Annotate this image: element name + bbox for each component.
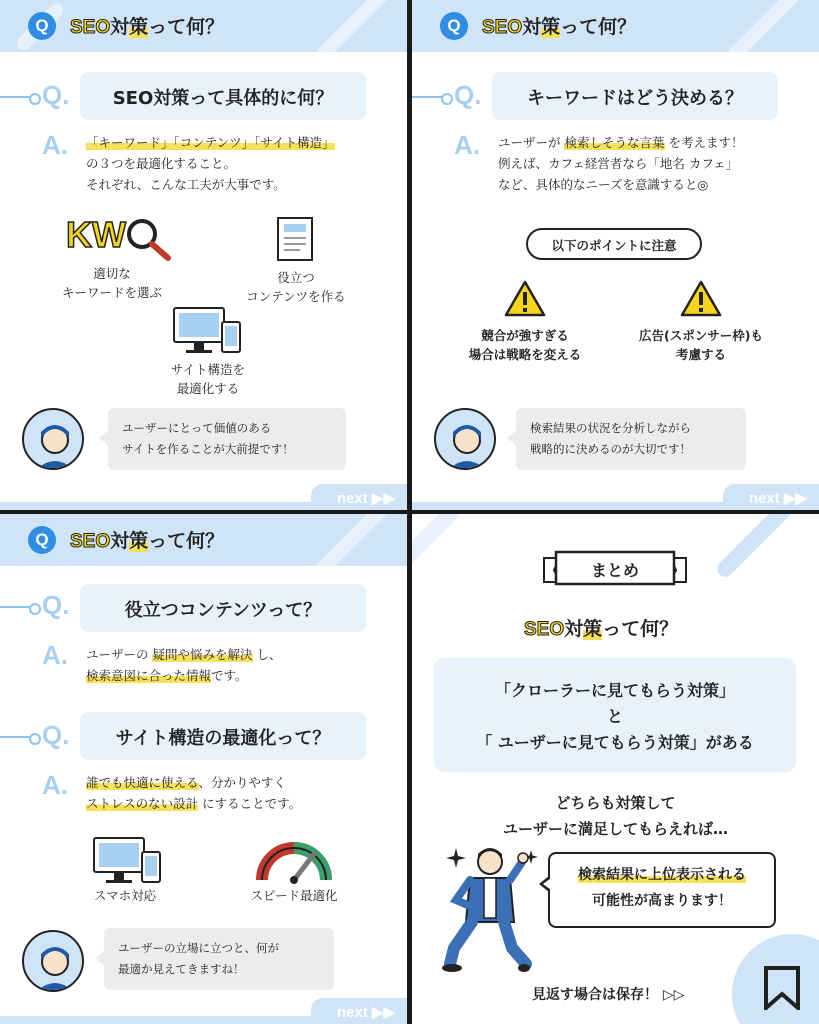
answer-text: ユーザーが 検索しそうな言葉 を考えます！ 例えば、カフェ経営者なら「地名 カフェ」 など、具体的なニーズを意識すると◎ [498,135,744,192]
avatar [22,930,84,992]
speech-bubble: 検索結果の状況を分析しながら 戦略的に決めるのが大切です！ [516,408,746,470]
document-icon [276,216,316,264]
warning-icon [680,280,722,318]
a-mark: A. [42,640,68,670]
save-text: 見返す場合は保存！ ▷▷ [532,987,685,1003]
person-illustration [442,844,532,974]
question-box: 役立つコンテンツって？ [80,584,366,632]
desktop-icon [172,306,244,356]
summary-title: SEO対策って何？ [524,618,679,640]
desktop-icon [92,836,164,886]
keyword-icon: KW [66,214,176,264]
speedometer-icon [256,840,332,884]
label-warning-ads: 広告(スポンサー枠)も 考慮する [639,328,763,362]
note-pill: 以下のポイントに注意 [526,228,702,260]
summary-box: 「クローラーに見てもらう対策」 と 「 ユーザーに見てもらう対策」がある [434,658,796,772]
q-logo-icon: Q [440,12,468,40]
q-logo-icon: Q [28,526,56,554]
answer-text: ユーザーの 疑問や悩みを解決 し、 検索意図に合った情報です。 [86,647,282,683]
q-mark: Q. [42,80,70,110]
next-button[interactable]: next ▶▶ [0,998,407,1024]
q-mark: Q. [454,80,482,110]
next-button[interactable]: next ▶▶ [0,484,407,510]
bookmark-icon[interactable] [762,966,802,1010]
label-mobile: スマホ対応 [93,888,157,903]
label-keyword: 適切な キーワードを選ぶ [61,266,162,300]
speech-bubble: ユーザーにとって価値のある サイトを作ることが大前提です！ [108,408,346,470]
panel-header [412,0,819,52]
magnifier-icon [118,214,178,264]
answer-text: 「キーワード」「コンテンツ」「サイト構造」 の３つを最適化すること。 それぞれ、こんな工夫が大事です。 [86,135,335,192]
question-box: キーワードはどう決める？ [492,72,778,120]
question-box: サイト構造の最適化って？ [80,712,366,760]
panel-summary [412,514,819,1024]
label-site-structure: サイト構造を 最適化する [170,362,246,396]
header-title: SEO対策って何？ [482,16,637,38]
speech-bubble: ユーザーの立場に立つと、何が 最適か見えてきますね！ [104,928,334,990]
label-content: 役立つ コンテンツを作る [246,270,346,304]
panel-seo-overview [0,0,407,510]
header-title: SEO対策って何？ [70,16,225,38]
label-warning-competition: 競合が強すぎる 場合は戦略を変える [468,328,582,362]
summary-banner: まとめ [542,550,688,588]
avatar [434,408,496,470]
q-mark: Q. [42,720,70,750]
result-bubble: 検索結果に上位表示される 可能性が高まります！ [548,852,776,928]
a-mark: A. [454,130,480,160]
a-mark: A. [42,770,68,800]
panel-header [0,514,407,566]
summary-text: どちらも対策して ユーザーに満足してもらえれば… [502,794,728,838]
avatar [22,408,84,470]
warning-icon [504,280,546,318]
q-logo-icon: Q [28,12,56,40]
panel-header [0,0,407,52]
panel-content-structure [0,514,407,1024]
next-button[interactable]: next ▶▶ [412,484,819,510]
answer-text: 誰でも快適に使える、分かりやすく ストレスのない設計 にすることです。 [86,775,302,811]
q-mark: Q. [42,590,70,620]
panel-keyword [412,0,819,510]
question-box: SEO対策って具体的に何？ [80,72,366,120]
header-title: SEO対策って何？ [70,530,225,552]
a-mark: A. [42,130,68,160]
label-speed: スピード最適化 [250,888,338,903]
